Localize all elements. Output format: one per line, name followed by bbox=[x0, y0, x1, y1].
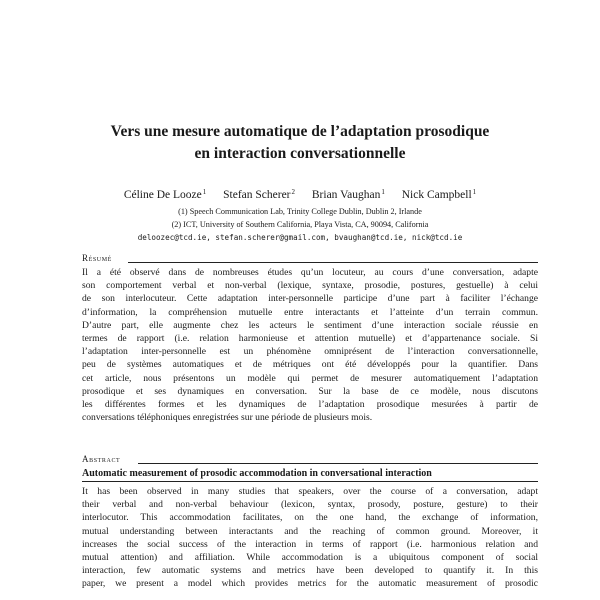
author-name: Brian Vaughan bbox=[311, 189, 381, 201]
abstract-heading-rule bbox=[138, 463, 538, 464]
text-line: d’information, la compréhension mutuelle entre interactants et l’atteinte d’un terrain commun. bbox=[82, 306, 538, 318]
abstract-heading-label: Abstract bbox=[82, 454, 124, 464]
abstract-english-title: Automatic measurement of prosodic accommodation in conversational interaction bbox=[82, 468, 432, 479]
affiliation-2: (2) ICT, University of Southern California, Playa Vista, CA, 90094, California bbox=[171, 220, 429, 229]
text-line: les différentes formes et les dynamiques de l’adaptation prosodique mesurées à partir de bbox=[82, 398, 538, 410]
author-list bbox=[0, 188, 600, 201]
affiliation-mark: 2 bbox=[291, 188, 295, 196]
text-line: It has been observed in many studies that speakers, over the course of a conversation, adapt bbox=[82, 486, 538, 497]
author-4 bbox=[402, 188, 476, 201]
affiliation-1: (1) Speech Communication Lab, Trinity College Dublin, Dublin 2, Irlande bbox=[178, 207, 422, 216]
text-line: prosodique et ses dynamiques en conversation. Sur la base de ce modèle, nous discutons bbox=[82, 385, 538, 397]
affiliation-mark: 1 bbox=[202, 188, 207, 196]
text-line: son comportement verbal et non-verbal (lexique, syntaxe, prosodie, postures, gestuelle) à celui bbox=[82, 280, 538, 292]
text-line: peu de systèmes automatiques et de métriques ont été développés pour la quantifier. Dans bbox=[82, 359, 538, 371]
abstract-heading bbox=[82, 454, 538, 466]
text-line: mutual understanding between interactants and the reaching of common ground. Moreover, it bbox=[82, 525, 538, 537]
author-emails: deloozec@tcd.ie, stefan.scherer@gmail.com, bvaughan@tcd.ie, nick@tcd.ie bbox=[137, 233, 463, 242]
text-line: increases the social success of the interaction in terms of rapport (i.e. harmonious relation and bbox=[82, 538, 538, 550]
author-1 bbox=[124, 188, 206, 201]
affiliation-mark: 1 bbox=[381, 188, 385, 196]
author-name: Stefan Scherer bbox=[223, 189, 291, 201]
text-line: interlocutor. This accommodation facilitates, on the one hand, the exchange of information, bbox=[82, 512, 538, 524]
author-2 bbox=[223, 188, 295, 201]
abstract-title-rule bbox=[82, 481, 538, 482]
text-line: l’adaptation inter-personnelle est un phénomène omniprésent de l’interaction conversationnelle, bbox=[82, 346, 538, 358]
text-line: interaction, few automatic systems and metrics have been developed to quantify it. In this bbox=[82, 565, 538, 577]
abstract-paragraph bbox=[82, 485, 538, 591]
text-line: cet article, nous présentons un modèle qui permet de mesurer automatiquement l’adaptation bbox=[82, 372, 538, 384]
affiliation-mark: 1 bbox=[472, 188, 477, 196]
text-line: mutual attention) and affiliation. While accommodation is a ubiquitous component of social bbox=[82, 551, 538, 563]
text-line: conversations téléphoniques enregistrées sur une période de plusieurs mois. bbox=[82, 412, 373, 424]
text-line: D’autre part, elle augmente chez les acteurs le sentiment d’une interaction sociale réussie en bbox=[82, 319, 538, 331]
text-line: their verbal and non-verbal behaviour (lexicon, syntax, prosody, posture, gesture) to their bbox=[82, 499, 538, 511]
paper-title-line-1: Vers une mesure automatique de l’adaptation prosodique bbox=[110, 123, 490, 140]
author-name: Nick Campbell bbox=[401, 189, 472, 201]
text-line: paper, we present a model which provides metrics for the automatic measurement of prosodic bbox=[82, 578, 538, 590]
text-line: de son interlocuteur. Cette adaptation inter-personnelle participe d’une part à faciliter l’échange bbox=[82, 293, 538, 305]
author-name: Céline De Looze bbox=[123, 189, 202, 201]
resume-heading-rule bbox=[128, 262, 538, 263]
resume-heading-label: Résumé bbox=[82, 253, 116, 263]
text-line: termes de rapport (i.e. relation harmonieuse et attention mutuelle) et d’appartenance sociale. Si bbox=[82, 332, 538, 344]
author-3 bbox=[312, 188, 385, 201]
resume-heading bbox=[82, 253, 538, 265]
resume-paragraph bbox=[82, 266, 538, 424]
paper-title-line-2: en interaction conversationnelle bbox=[194, 145, 406, 162]
text-line: Il a été observé dans de nombreuses études qu’un locuteur, au cours d’une conversation, adapte bbox=[82, 267, 538, 278]
